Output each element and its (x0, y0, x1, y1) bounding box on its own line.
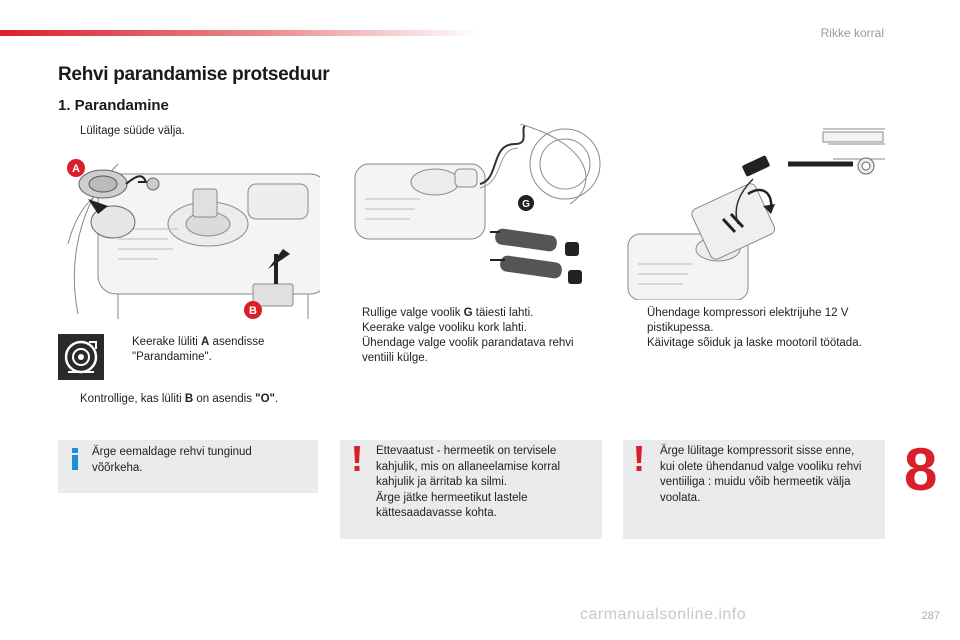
warning-icon (352, 446, 362, 472)
info-text: Ärge eemaldage rehvi tunginud võõrkeha. (92, 446, 252, 474)
step-ignition-off: Lülitage süüde välja. (80, 125, 185, 137)
label-g: G (522, 199, 530, 210)
page-number: 287 (921, 610, 940, 622)
warning-icon (634, 446, 644, 472)
step-connect-valve: Ühendage valge voolik parandatava rehvi ventiili külge. (362, 337, 574, 364)
hose-illustration (340, 124, 602, 300)
step-unscrew-cap: Keerake valge vooliku kork lahti. (362, 322, 527, 334)
compressor-switch-illustration (58, 144, 320, 320)
warning-box-compressor (623, 440, 885, 539)
warning-box-sealant (340, 440, 602, 539)
repair-mode-icon (58, 334, 104, 380)
step-connect-power: Ühendage kompressori elektrijuhe 12 V pistikupessa. (647, 307, 849, 334)
step-start-engine: Käivitage sõiduk ja laske mootoril töötada. (647, 337, 862, 349)
label-b: B (249, 305, 257, 317)
warning-text-compressor: Ärge lülitage kompressorit sisse enne, kui olete ühendanud valge vooliku rehvi ventiiliga : muidu võib hermeetik välja voolata. (660, 445, 862, 504)
label-a: A (72, 163, 80, 175)
header-accent-bar (0, 30, 480, 36)
chapter-label: Rikke korral (820, 26, 884, 40)
step-turn-switch-a: Keerake lüliti A asendisse "Parandamine". (132, 336, 265, 363)
step-unroll-hose: Rullige valge voolik G täiesti lahti. (362, 307, 534, 319)
section-title: 1. Parandamine (58, 97, 169, 114)
step-check-switch-b: Kontrollige, kas lüliti B on asendis "O". (80, 393, 279, 405)
info-box (58, 440, 318, 493)
warning-text-sealant: Ettevaatust - hermeetik on tervisele kahjulik, mis on allaneelamise korral kahjulik ja ärritab ka silmi. Ärge jätke hermeetikut lastele kättesaadavasse kohta. (376, 445, 561, 519)
watermark: carmanualsonline.info (580, 606, 747, 623)
chapter-number: 8 (904, 436, 938, 503)
page-title: Rehvi parandamise protseduur (58, 64, 330, 85)
info-icon (70, 448, 80, 470)
power-socket-illustration (623, 124, 885, 300)
